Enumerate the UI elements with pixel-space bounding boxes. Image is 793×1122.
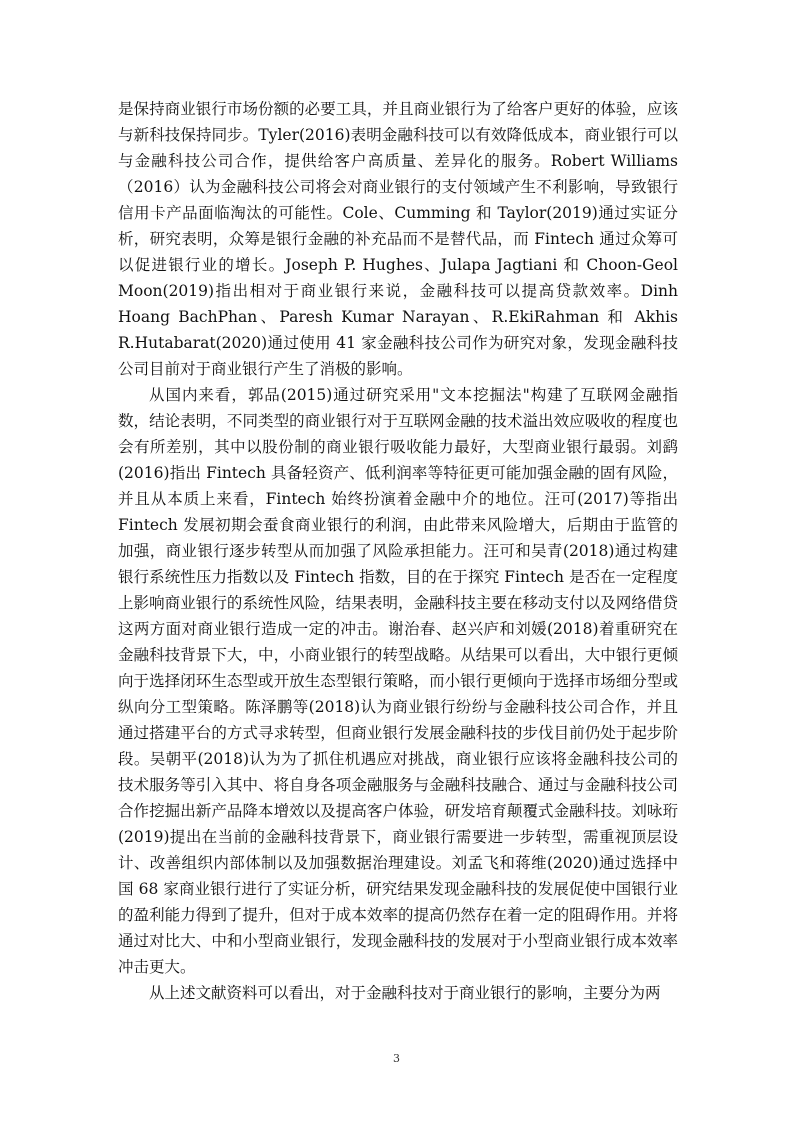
paragraph-summary: 从上述文献资料可以看出，对于金融科技对于商业银行的影响，主要分为两 xyxy=(149,984,661,1002)
page-number: 3 xyxy=(393,1052,400,1065)
paragraph-domestic-literature: 从国内来看，郭品(2015)通过研究采用"文本挖掘法"构建了互联网金融指数，结论表明，不同类型的商业银行对于互联网金融的技术溢出效应吸收的程度也会有所差别，其中以股份制的商业银行吸收能力最好，大型商业银行最弱。刘鹞(2016)指出 Fintech 具备轻资产、低利润率等特征更可能加强金融的固有风险，并且从本质上来看，Fintech 始终扮演着金融中介的地位。汪可(2017)等指出 Fintech 发展初期会蚕食商业银行的利润，由此带来风险增大，后期由于监管的加强，商业银行逐步转型从而加强了风险承担能力。汪可和吴青(2018)通过构建银行系统性压力指数以及 Fintech 指数，目的在于探究 Fintech 是否在一定程度上影响商业银行的系统性风险，结果表明，金融科技主要在移动支付以及网络借贷这两方面对商业银行造成一定的冲击。谢治春、赵兴庐和刘媛(2018)着重研究在金融科技背景下大，中，小商业银行的转型战略。从结果可以看出，大中银行更倾向于选择闭环生态型或开放生态型银行策略，而小银行更倾向于选择市场细分型或纵向分工型策略。陈泽鹏等(2018)认为商业银行纷纷与金融科技公司合作，并且通过搭建平台的方式寻求转型，但商业银行发展金融科技的步伐目前仍处于起步阶段。吴朝平(2018)认为为了抓住机遇应对挑战，商业银行应该将金融科技公司的技术服务等引入其中、将自身各项金融服务与金融科技融合、通过与金融科技公司合作挖掘出新产品降本增效以及提高客户体验，研发培育颠覆式金融科技。刘咏珩(2019)提出在当前的金融科技背景下，商业银行需要进一步转型，需重视顶层设计、改善组织内部体制以及加强数据治理建设。刘孟飞和蒋维(2020)通过选择中国 68 家商业银行进行了实证分析，研究结果发现金融科技的发展促使中国银行业的盈利能力得到了提升，但对于成本效率的提高仍然存在着一定的阻碍作用。并将通过对比大、中和小型商业银行，发现金融科技的发展对于小型商业银行成本效率冲击更大。 xyxy=(118,386,678,976)
paragraph-foreign-literature: 是保持商业银行市场份额的必要工具，并且商业银行为了给客户更好的体验，应该与新科技保持同步。Tyler(2016)表明金融科技可以有效降低成本，商业银行可以与金融科技公司合作，提供给客户高质量、差异化的服务。Robert Williams（2016）认为金融科技公司将会对商业银行的支付领域产生不利影响，导致银行信用卡产品面临淘汰的可能性。Cole、Cumming 和 Taylor(2019)通过实证分析，研究表明，众筹是银行金融的补充品而不是替代品，而 Fintech 通过众筹可以促进银行业的增长。Joseph P. Hughes、Julapa Jagtiani 和 Choon-Geol Moon(2019)指出相对于商业银行来说，金融科技可以提高贷款效率。Dinh Hoang BachPhan、Paresh Kumar Narayan、R.EkiRahman 和 Akhis R.Hutabarat(2020)通过使用 41 家金融科技公司作为研究对象，发现金融科技公司目前对于商业银行产生了消极的影响。 xyxy=(118,100,678,378)
document-body xyxy=(118,96,678,1006)
